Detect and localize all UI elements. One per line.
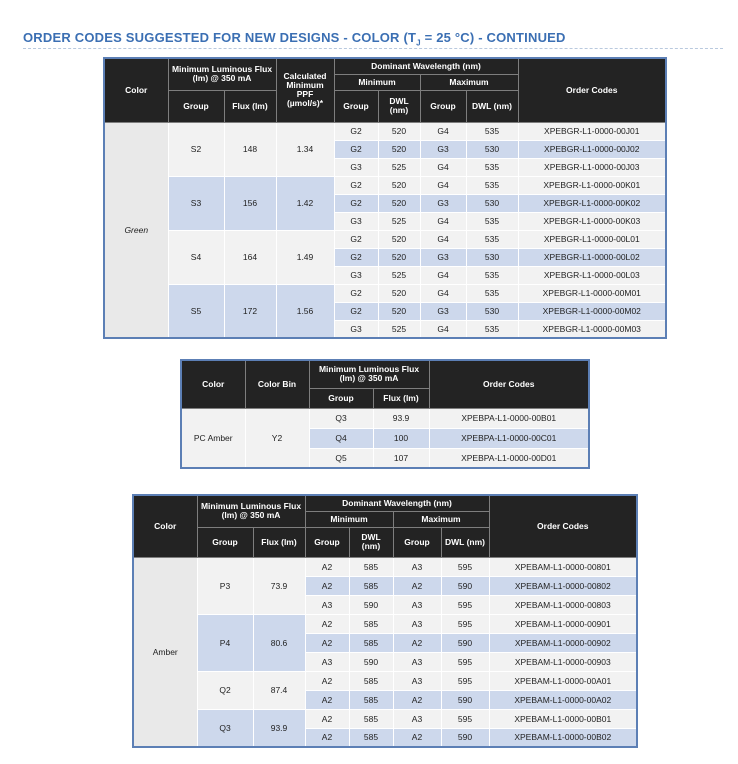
header-minimum: Minimum: [305, 511, 393, 527]
min-dwl-cell: 525: [378, 320, 420, 338]
flux-cell: 100: [373, 428, 429, 448]
max-dwl-cell: 535: [466, 176, 518, 194]
group-cell: S4: [168, 230, 224, 284]
group-cell: S3: [168, 176, 224, 230]
max-group-cell: A3: [393, 595, 441, 614]
min-group-cell: G2: [334, 140, 378, 158]
order-code-cell: XPEBAM-L1-0000-00A02: [489, 690, 637, 709]
header-group: Group: [309, 388, 373, 408]
max-dwl-cell: 530: [466, 194, 518, 212]
min-group-cell: A2: [305, 614, 349, 633]
min-group-cell: A2: [305, 576, 349, 595]
max-dwl-cell: 590: [441, 633, 489, 652]
min-group-cell: A2: [305, 690, 349, 709]
min-dwl-cell: 520: [378, 122, 420, 140]
group-cell: S5: [168, 284, 224, 338]
order-code-cell: XPEBGR-L1-0000-00K02: [518, 194, 666, 212]
page-heading: [23, 30, 566, 48]
table-row: [133, 614, 637, 633]
max-group-cell: G3: [420, 248, 466, 266]
header-flux-lm: Flux (lm): [224, 90, 276, 122]
max-dwl-cell: 535: [466, 158, 518, 176]
min-group-cell: G2: [334, 194, 378, 212]
flux-cell: 107: [373, 448, 429, 468]
header-order-codes: Order Codes: [429, 360, 589, 408]
table-row: [133, 709, 637, 728]
flux-cell: 164: [224, 230, 276, 284]
order-code-cell: XPEBGR-L1-0000-00L01: [518, 230, 666, 248]
min-dwl-cell: 520: [378, 230, 420, 248]
heading-subscript: J: [416, 38, 421, 48]
min-group-cell: A2: [305, 671, 349, 690]
green-order-codes-table: [103, 57, 667, 339]
header-flux-lm: Flux (lm): [253, 527, 305, 557]
min-group-cell: A2: [305, 728, 349, 747]
max-group-cell: G4: [420, 266, 466, 284]
max-dwl-cell: 595: [441, 614, 489, 633]
header-color-bin: Color Bin: [245, 360, 309, 408]
order-code-cell: XPEBGR-L1-0000-00K03: [518, 212, 666, 230]
color-cell: PC Amber: [181, 408, 245, 468]
group-cell: P3: [197, 557, 253, 614]
min-dwl-cell: 585: [349, 633, 393, 652]
order-code-cell: XPEBPA-L1-0000-00B01: [429, 408, 589, 428]
header-min-flux: Minimum Luminous Flux (lm) @ 350 mA: [197, 495, 305, 527]
min-group-cell: G3: [334, 212, 378, 230]
max-dwl-cell: 535: [466, 122, 518, 140]
min-dwl-cell: 520: [378, 140, 420, 158]
max-dwl-cell: 535: [466, 284, 518, 302]
ppf-cell: 1.42: [276, 176, 334, 230]
order-code-cell: XPEBGR-L1-0000-00M02: [518, 302, 666, 320]
min-dwl-cell: 520: [378, 284, 420, 302]
max-group-cell: A2: [393, 728, 441, 747]
header-min-dwl: DWL (nm): [378, 90, 420, 122]
min-group-cell: A2: [305, 709, 349, 728]
order-code-cell: XPEBAM-L1-0000-00B02: [489, 728, 637, 747]
min-dwl-cell: 585: [349, 690, 393, 709]
order-code-cell: XPEBAM-L1-0000-00901: [489, 614, 637, 633]
min-dwl-cell: 525: [378, 158, 420, 176]
max-group-cell: A3: [393, 614, 441, 633]
order-code-cell: XPEBGR-L1-0000-00J03: [518, 158, 666, 176]
max-dwl-cell: 530: [466, 248, 518, 266]
table-row: [104, 230, 666, 248]
header-color: Color: [104, 58, 168, 122]
max-dwl-cell: 590: [441, 728, 489, 747]
order-code-cell: XPEBPA-L1-0000-00C01: [429, 428, 589, 448]
min-group-cell: G2: [334, 284, 378, 302]
min-dwl-cell: 520: [378, 248, 420, 266]
order-code-cell: XPEBAM-L1-0000-00A01: [489, 671, 637, 690]
max-dwl-cell: 595: [441, 671, 489, 690]
min-group-cell: G3: [334, 158, 378, 176]
max-group-cell: A2: [393, 690, 441, 709]
flux-cell: 87.4: [253, 671, 305, 709]
flux-cell: 148: [224, 122, 276, 176]
max-group-cell: A2: [393, 576, 441, 595]
max-dwl-cell: 535: [466, 266, 518, 284]
min-dwl-cell: 525: [378, 212, 420, 230]
max-dwl-cell: 595: [441, 709, 489, 728]
header-max-dwl: DWL (nm): [441, 527, 489, 557]
min-group-cell: A3: [305, 652, 349, 671]
min-dwl-cell: 525: [378, 266, 420, 284]
max-dwl-cell: 595: [441, 557, 489, 576]
max-dwl-cell: 590: [441, 576, 489, 595]
header-color: Color: [133, 495, 197, 557]
table-row: [133, 671, 637, 690]
ppf-cell: 1.49: [276, 230, 334, 284]
order-code-cell: XPEBAM-L1-0000-00B01: [489, 709, 637, 728]
header-flux-lm: Flux (lm): [373, 388, 429, 408]
order-code-cell: XPEBAM-L1-0000-00802: [489, 576, 637, 595]
heading-suffix: = 25 °C) - CONTINUED: [420, 30, 566, 45]
order-code-cell: XPEBGR-L1-0000-00K01: [518, 176, 666, 194]
min-dwl-cell: 590: [349, 652, 393, 671]
max-dwl-cell: 530: [466, 302, 518, 320]
max-group-cell: G3: [420, 302, 466, 320]
min-dwl-cell: 585: [349, 614, 393, 633]
min-group-cell: A2: [305, 633, 349, 652]
max-group-cell: A3: [393, 557, 441, 576]
min-group-cell: G2: [334, 122, 378, 140]
table-row: [181, 408, 589, 428]
flux-cell: 93.9: [373, 408, 429, 428]
header-min-group: Group: [334, 90, 378, 122]
header-dominant-wavelength: Dominant Wavelength (nm): [334, 58, 518, 74]
order-code-cell: XPEBGR-L1-0000-00M03: [518, 320, 666, 338]
max-group-cell: G4: [420, 158, 466, 176]
min-group-cell: G2: [334, 248, 378, 266]
header-color: Color: [181, 360, 245, 408]
max-dwl-cell: 535: [466, 230, 518, 248]
max-group-cell: G3: [420, 194, 466, 212]
header-min-flux: Minimum Luminous Flux (lm) @ 350 mA: [168, 58, 276, 90]
min-group-cell: A2: [305, 557, 349, 576]
amber-order-codes-table: [132, 494, 638, 748]
header-dominant-wavelength: Dominant Wavelength (nm): [305, 495, 489, 511]
header-max-group: Group: [393, 527, 441, 557]
flux-cell: 93.9: [253, 709, 305, 747]
max-group-cell: A3: [393, 652, 441, 671]
min-dwl-cell: 520: [378, 302, 420, 320]
min-dwl-cell: 585: [349, 671, 393, 690]
min-group-cell: G2: [334, 176, 378, 194]
header-group: Group: [168, 90, 224, 122]
order-code-cell: XPEBAM-L1-0000-00903: [489, 652, 637, 671]
min-dwl-cell: 520: [378, 176, 420, 194]
min-group-cell: G2: [334, 302, 378, 320]
order-code-cell: XPEBAM-L1-0000-00801: [489, 557, 637, 576]
flux-cell: 172: [224, 284, 276, 338]
header-min-flux: Minimum Luminous Flux (lm) @ 350 mA: [309, 360, 429, 388]
heading-prefix: ORDER CODES SUGGESTED FOR NEW DESIGNS - COLOR (T: [23, 30, 417, 45]
flux-cell: 73.9: [253, 557, 305, 614]
group-cell: Q3: [197, 709, 253, 747]
table-row: [104, 122, 666, 140]
max-group-cell: G4: [420, 320, 466, 338]
order-code-cell: XPEBGR-L1-0000-00L03: [518, 266, 666, 284]
group-cell: Q2: [197, 671, 253, 709]
header-min-dwl: DWL (nm): [349, 527, 393, 557]
order-code-cell: XPEBGR-L1-0000-00J02: [518, 140, 666, 158]
group-cell: S2: [168, 122, 224, 176]
min-dwl-cell: 590: [349, 595, 393, 614]
header-min-group: Group: [305, 527, 349, 557]
header-maximum: Maximum: [420, 74, 518, 90]
max-dwl-cell: 595: [441, 652, 489, 671]
table-row: [104, 284, 666, 302]
group-cell: Q3: [309, 408, 373, 428]
min-dwl-cell: 585: [349, 709, 393, 728]
max-dwl-cell: 535: [466, 212, 518, 230]
header-minimum: Minimum: [334, 74, 420, 90]
min-dwl-cell: 585: [349, 728, 393, 747]
ppf-cell: 1.56: [276, 284, 334, 338]
order-code-cell: XPEBPA-L1-0000-00D01: [429, 448, 589, 468]
min-dwl-cell: 585: [349, 576, 393, 595]
table-row: [104, 176, 666, 194]
max-group-cell: G4: [420, 122, 466, 140]
max-dwl-cell: 595: [441, 595, 489, 614]
group-cell: P4: [197, 614, 253, 671]
max-group-cell: G4: [420, 176, 466, 194]
order-code-cell: XPEBAM-L1-0000-00803: [489, 595, 637, 614]
min-group-cell: G2: [334, 230, 378, 248]
heading-divider: [23, 48, 723, 49]
max-dwl-cell: 590: [441, 690, 489, 709]
flux-cell: 80.6: [253, 614, 305, 671]
header-max-group: Group: [420, 90, 466, 122]
max-group-cell: A3: [393, 709, 441, 728]
min-group-cell: G3: [334, 266, 378, 284]
header-order-codes: Order Codes: [518, 58, 666, 122]
order-code-cell: XPEBGR-L1-0000-00J01: [518, 122, 666, 140]
group-cell: Q4: [309, 428, 373, 448]
color-cell: Amber: [133, 557, 197, 747]
max-dwl-cell: 530: [466, 140, 518, 158]
max-group-cell: G3: [420, 140, 466, 158]
ppf-cell: 1.34: [276, 122, 334, 176]
header-max-dwl: DWL (nm): [466, 90, 518, 122]
max-group-cell: G4: [420, 284, 466, 302]
table-row: [133, 557, 637, 576]
color-cell: Green: [104, 122, 168, 338]
order-code-cell: XPEBAM-L1-0000-00902: [489, 633, 637, 652]
min-group-cell: G3: [334, 320, 378, 338]
max-group-cell: A2: [393, 633, 441, 652]
group-cell: Q5: [309, 448, 373, 468]
flux-cell: 156: [224, 176, 276, 230]
max-group-cell: G4: [420, 230, 466, 248]
max-group-cell: A3: [393, 671, 441, 690]
pc-amber-order-codes-table: [180, 359, 590, 469]
min-dwl-cell: 520: [378, 194, 420, 212]
header-group: Group: [197, 527, 253, 557]
max-dwl-cell: 535: [466, 320, 518, 338]
order-code-cell: XPEBGR-L1-0000-00M01: [518, 284, 666, 302]
header-maximum: Maximum: [393, 511, 489, 527]
min-dwl-cell: 585: [349, 557, 393, 576]
min-group-cell: A3: [305, 595, 349, 614]
order-code-cell: XPEBGR-L1-0000-00L02: [518, 248, 666, 266]
header-order-codes: Order Codes: [489, 495, 637, 557]
color-bin-cell: Y2: [245, 408, 309, 468]
header-ppf: Calculated Minimum PPF (µmol/s)*: [276, 58, 334, 122]
max-group-cell: G4: [420, 212, 466, 230]
